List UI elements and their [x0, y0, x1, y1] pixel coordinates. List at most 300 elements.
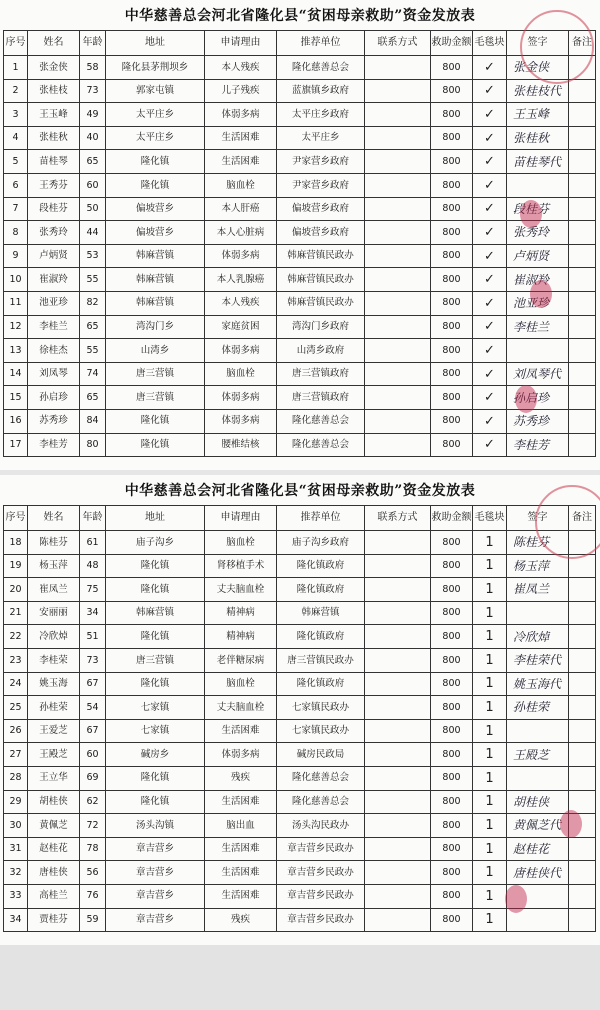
- cell-no: 8: [4, 221, 28, 245]
- cell-name: 孙桂荣: [28, 696, 80, 720]
- cell-remark: [569, 696, 596, 720]
- cell-no: 26: [4, 719, 28, 743]
- cell-no: 18: [4, 531, 28, 555]
- cell-blanket: ✓: [473, 221, 507, 245]
- cell-address: 碱房乡: [106, 743, 205, 767]
- cell-address: 隆化镇: [106, 625, 205, 649]
- cell-signature: 杨玉萍: [507, 554, 569, 578]
- cell-contact: [365, 648, 431, 672]
- cell-signature: 李桂芳: [507, 433, 569, 457]
- table-row: [4, 814, 596, 838]
- cell-amount: 800: [431, 56, 473, 80]
- cell-name: 唐桂侠: [28, 861, 80, 885]
- cell-blanket: ✓: [473, 409, 507, 433]
- page-title: 中华慈善总会河北省隆化县“贫困母亲救助”资金发放表: [124, 483, 476, 499]
- cell-amount: 800: [431, 197, 473, 221]
- cell-reason: 体弱多病: [205, 244, 277, 268]
- cell-amount: 800: [431, 554, 473, 578]
- cell-signature: 张金侠: [507, 56, 569, 80]
- cell-address: 隆化镇: [106, 790, 205, 814]
- table-row: [4, 197, 596, 221]
- cell-unit: 庙子沟乡政府: [277, 531, 365, 555]
- cell-no: 32: [4, 861, 28, 885]
- cell-amount: 800: [431, 126, 473, 150]
- cell-contact: [365, 790, 431, 814]
- table-row: [4, 578, 596, 602]
- cell-age: 62: [80, 790, 106, 814]
- aid-table-2: [3, 505, 596, 932]
- cell-amount: 800: [431, 173, 473, 197]
- cell-unit: 韩麻营镇民政办: [277, 291, 365, 315]
- cell-unit: 碱房民政局: [277, 743, 365, 767]
- cell-name: 赵桂花: [28, 837, 80, 861]
- cell-signature: 唐桂侠代: [507, 861, 569, 885]
- cell-name: 池亚珍: [28, 291, 80, 315]
- table-row: [4, 79, 596, 103]
- cell-blanket: ✓: [473, 291, 507, 315]
- table-row: [4, 696, 596, 720]
- cell-remark: [569, 126, 596, 150]
- cell-amount: 800: [431, 743, 473, 767]
- cell-no: 12: [4, 315, 28, 339]
- cell-reason: 脑出血: [205, 814, 277, 838]
- cell-remark: [569, 837, 596, 861]
- cell-age: 65: [80, 386, 106, 410]
- cell-reason: 生活困难: [205, 150, 277, 174]
- cell-address: 隆化镇: [106, 173, 205, 197]
- header-signature: 签字: [507, 506, 569, 531]
- cell-blanket: ✓: [473, 315, 507, 339]
- cell-amount: 800: [431, 814, 473, 838]
- cell-amount: 800: [431, 386, 473, 410]
- cell-signature: 黄佩芝代: [507, 814, 569, 838]
- cell-name: 李桂兰: [28, 315, 80, 339]
- cell-age: 60: [80, 743, 106, 767]
- cell-contact: [365, 884, 431, 908]
- fingerprint: [530, 280, 552, 308]
- page-title: 中华慈善总会河北省隆化县“贫困母亲救助”资金发放表: [124, 8, 476, 24]
- cell-signature: [507, 766, 569, 790]
- cell-amount: 800: [431, 884, 473, 908]
- cell-signature: 张桂秋: [507, 126, 569, 150]
- cell-contact: [365, 766, 431, 790]
- cell-remark: [569, 173, 596, 197]
- cell-blanket: 1: [473, 625, 507, 649]
- cell-contact: [365, 56, 431, 80]
- cell-contact: [365, 409, 431, 433]
- cell-address: 韩麻营镇: [106, 291, 205, 315]
- cell-age: 55: [80, 339, 106, 363]
- cell-no: 23: [4, 648, 28, 672]
- cell-reason: 精神病: [205, 601, 277, 625]
- cell-age: 73: [80, 79, 106, 103]
- table-row: [4, 531, 596, 555]
- cell-age: 55: [80, 268, 106, 292]
- cell-remark: [569, 221, 596, 245]
- cell-unit: 隆化慈善总会: [277, 433, 365, 457]
- cell-unit: 蓝旗镇乡政府: [277, 79, 365, 103]
- cell-name: 王立华: [28, 766, 80, 790]
- cell-contact: [365, 554, 431, 578]
- cell-amount: 800: [431, 861, 473, 885]
- cell-reason: 肾移植手术: [205, 554, 277, 578]
- cell-name: 胡桂侠: [28, 790, 80, 814]
- cell-no: 6: [4, 173, 28, 197]
- cell-remark: [569, 861, 596, 885]
- cell-amount: 800: [431, 268, 473, 292]
- cell-signature: 孙桂荣: [507, 696, 569, 720]
- header-unit: 推荐单位: [277, 506, 365, 531]
- cell-signature: 李桂兰: [507, 315, 569, 339]
- cell-name: 冷欣焯: [28, 625, 80, 649]
- header-contact: 联系方式: [365, 31, 431, 56]
- cell-address: 七家镇: [106, 696, 205, 720]
- cell-no: 17: [4, 433, 28, 457]
- table-row: [4, 908, 596, 932]
- cell-amount: 800: [431, 672, 473, 696]
- cell-no: 29: [4, 790, 28, 814]
- cell-amount: 800: [431, 150, 473, 174]
- cell-no: 14: [4, 362, 28, 386]
- cell-address: 隆化县茅荆坝乡: [106, 56, 205, 80]
- header-no: 序号: [4, 31, 28, 56]
- cell-reason: 本人残疾: [205, 56, 277, 80]
- cell-reason: 残疾: [205, 908, 277, 932]
- cell-address: 汤头沟镇: [106, 814, 205, 838]
- cell-age: 65: [80, 150, 106, 174]
- fingerprint: [520, 200, 542, 228]
- cell-blanket: 1: [473, 884, 507, 908]
- cell-name: 张桂秋: [28, 126, 80, 150]
- header-amount: 救助金额: [431, 31, 473, 56]
- cell-reason: 生活困难: [205, 126, 277, 150]
- cell-unit: 章吉营乡民政办: [277, 837, 365, 861]
- cell-signature: 赵桂花: [507, 837, 569, 861]
- fingerprint: [560, 810, 582, 838]
- cell-signature: 冷欣焯: [507, 625, 569, 649]
- cell-unit: 汤头沟民政办: [277, 814, 365, 838]
- cell-age: 76: [80, 884, 106, 908]
- cell-age: 50: [80, 197, 106, 221]
- cell-unit: 湾沟门乡政府: [277, 315, 365, 339]
- cell-name: 刘凤琴: [28, 362, 80, 386]
- cell-blanket: 1: [473, 601, 507, 625]
- cell-amount: 800: [431, 648, 473, 672]
- cell-address: 湾沟门乡: [106, 315, 205, 339]
- cell-reason: 腰椎结核: [205, 433, 277, 457]
- cell-no: 13: [4, 339, 28, 363]
- table-row: [4, 103, 596, 127]
- cell-blanket: ✓: [473, 386, 507, 410]
- cell-amount: 800: [431, 625, 473, 649]
- cell-unit: 隆化慈善总会: [277, 790, 365, 814]
- table-row: [4, 648, 596, 672]
- cell-reason: 脑血栓: [205, 173, 277, 197]
- cell-reason: 生活困难: [205, 719, 277, 743]
- table-row: [4, 790, 596, 814]
- cell-unit: 章吉营乡民政办: [277, 908, 365, 932]
- cell-name: 段桂芬: [28, 197, 80, 221]
- cell-blanket: 1: [473, 648, 507, 672]
- table-row: [4, 861, 596, 885]
- cell-unit: 唐三营镇政府: [277, 362, 365, 386]
- cell-age: 67: [80, 672, 106, 696]
- cell-signature: 苏秀珍: [507, 409, 569, 433]
- cell-remark: [569, 672, 596, 696]
- cell-unit: 章吉营乡民政办: [277, 861, 365, 885]
- cell-reason: 生活困难: [205, 837, 277, 861]
- cell-name: 王殿芝: [28, 743, 80, 767]
- cell-signature: 胡桂侠: [507, 790, 569, 814]
- header-blanket: 毛毯块: [473, 506, 507, 531]
- table-row: [4, 672, 596, 696]
- table-row: [4, 766, 596, 790]
- cell-no: 30: [4, 814, 28, 838]
- cell-contact: [365, 362, 431, 386]
- cell-address: 郭家屯镇: [106, 79, 205, 103]
- cell-reason: 丈夫脑血栓: [205, 696, 277, 720]
- cell-name: 张秀玲: [28, 221, 80, 245]
- table-row: [4, 433, 596, 457]
- header-age: 年龄: [80, 31, 106, 56]
- cell-contact: [365, 861, 431, 885]
- cell-signature: 王殿芝: [507, 743, 569, 767]
- cell-address: 山湾乡: [106, 339, 205, 363]
- cell-address: 章吉营乡: [106, 837, 205, 861]
- cell-reason: 生活困难: [205, 861, 277, 885]
- cell-address: 隆化镇: [106, 766, 205, 790]
- seal-stamp: [520, 10, 594, 84]
- table-row: [4, 56, 596, 80]
- cell-age: 44: [80, 221, 106, 245]
- cell-amount: 800: [431, 79, 473, 103]
- cell-age: 61: [80, 531, 106, 555]
- cell-unit: 章吉营乡民政办: [277, 884, 365, 908]
- cell-age: 80: [80, 433, 106, 457]
- cell-no: 33: [4, 884, 28, 908]
- cell-unit: 唐三营镇民政办: [277, 648, 365, 672]
- cell-amount: 800: [431, 315, 473, 339]
- cell-blanket: 1: [473, 696, 507, 720]
- cell-age: 67: [80, 719, 106, 743]
- cell-contact: [365, 578, 431, 602]
- cell-address: 韩麻营镇: [106, 601, 205, 625]
- cell-unit: 隆化镇政府: [277, 625, 365, 649]
- cell-remark: [569, 648, 596, 672]
- cell-reason: 儿子残疾: [205, 79, 277, 103]
- cell-unit: 偏坡营乡政府: [277, 221, 365, 245]
- header-contact: 联系方式: [365, 506, 431, 531]
- cell-contact: [365, 244, 431, 268]
- cell-name: 李桂荣: [28, 648, 80, 672]
- cell-remark: [569, 766, 596, 790]
- header-signature: 签字: [507, 31, 569, 56]
- cell-age: 74: [80, 362, 106, 386]
- cell-name: 崔凤兰: [28, 578, 80, 602]
- cell-address: 章吉营乡: [106, 861, 205, 885]
- table-row: [4, 268, 596, 292]
- cell-contact: [365, 908, 431, 932]
- cell-signature: 崔凤兰: [507, 578, 569, 602]
- cell-signature: 王玉峰: [507, 103, 569, 127]
- cell-address: 太平庄乡: [106, 103, 205, 127]
- cell-unit: 隆化镇政府: [277, 672, 365, 696]
- cell-reason: 体弱多病: [205, 743, 277, 767]
- cell-contact: [365, 315, 431, 339]
- table-header-row: [4, 506, 596, 531]
- cell-signature: [507, 173, 569, 197]
- cell-address: 章吉营乡: [106, 908, 205, 932]
- cell-unit: 偏坡营乡政府: [277, 197, 365, 221]
- table-row: [4, 173, 596, 197]
- table-body-1: [4, 56, 596, 457]
- cell-unit: 尹家营乡政府: [277, 173, 365, 197]
- cell-contact: [365, 173, 431, 197]
- cell-blanket: ✓: [473, 433, 507, 457]
- cell-remark: [569, 362, 596, 386]
- cell-remark: [569, 409, 596, 433]
- cell-no: 24: [4, 672, 28, 696]
- cell-reason: 体弱多病: [205, 409, 277, 433]
- header-no: 序号: [4, 506, 28, 531]
- cell-blanket: 1: [473, 578, 507, 602]
- cell-address: 唐三营镇: [106, 386, 205, 410]
- cell-blanket: 1: [473, 790, 507, 814]
- cell-unit: 唐三营镇政府: [277, 386, 365, 410]
- cell-name: 苏秀珍: [28, 409, 80, 433]
- cell-contact: [365, 386, 431, 410]
- cell-contact: [365, 79, 431, 103]
- cell-name: 贾桂芬: [28, 908, 80, 932]
- cell-age: 34: [80, 601, 106, 625]
- cell-amount: 800: [431, 790, 473, 814]
- cell-address: 韩麻营镇: [106, 244, 205, 268]
- cell-amount: 800: [431, 244, 473, 268]
- cell-blanket: 1: [473, 837, 507, 861]
- cell-contact: [365, 672, 431, 696]
- cell-signature: 姚玉海代: [507, 672, 569, 696]
- cell-age: 60: [80, 173, 106, 197]
- header-name: 姓名: [28, 31, 80, 56]
- cell-amount: 800: [431, 766, 473, 790]
- cell-no: 34: [4, 908, 28, 932]
- cell-reason: 家庭贫困: [205, 315, 277, 339]
- cell-unit: 山湾乡政府: [277, 339, 365, 363]
- table-header-row: [4, 31, 596, 56]
- cell-address: 隆化镇: [106, 409, 205, 433]
- cell-amount: 800: [431, 719, 473, 743]
- header-age: 年龄: [80, 506, 106, 531]
- cell-blanket: ✓: [473, 339, 507, 363]
- cell-remark: [569, 268, 596, 292]
- cell-age: 56: [80, 861, 106, 885]
- sheet-page-1: [0, 0, 600, 470]
- cell-age: 75: [80, 578, 106, 602]
- cell-unit: 韩麻营镇民政办: [277, 244, 365, 268]
- cell-contact: [365, 150, 431, 174]
- cell-blanket: 1: [473, 672, 507, 696]
- cell-no: 15: [4, 386, 28, 410]
- cell-amount: 800: [431, 291, 473, 315]
- cell-remark: [569, 743, 596, 767]
- cell-name: 姚玉海: [28, 672, 80, 696]
- cell-remark: [569, 150, 596, 174]
- cell-signature: 段桂芬: [507, 197, 569, 221]
- table-row: [4, 601, 596, 625]
- cell-remark: [569, 315, 596, 339]
- cell-signature: 卢炳贤: [507, 244, 569, 268]
- cell-signature: 陈桂芬: [507, 531, 569, 555]
- cell-reason: 生活困难: [205, 790, 277, 814]
- cell-reason: 脑血栓: [205, 672, 277, 696]
- table-row: [4, 719, 596, 743]
- header-reason: 申请理由: [205, 31, 277, 56]
- cell-signature: 崔淑羚: [507, 268, 569, 292]
- cell-reason: 脑血栓: [205, 531, 277, 555]
- cell-no: 16: [4, 409, 28, 433]
- cell-remark: [569, 244, 596, 268]
- table-row: [4, 386, 596, 410]
- cell-no: 1: [4, 56, 28, 80]
- cell-age: 51: [80, 625, 106, 649]
- cell-remark: [569, 719, 596, 743]
- cell-name: 高桂兰: [28, 884, 80, 908]
- cell-reason: 生活困难: [205, 884, 277, 908]
- cell-name: 崔淑羚: [28, 268, 80, 292]
- table-row: [4, 291, 596, 315]
- page-background: [0, 945, 600, 1010]
- cell-remark: [569, 339, 596, 363]
- header-blanket: 毛毯块: [473, 31, 507, 56]
- cell-name: 徐桂杰: [28, 339, 80, 363]
- cell-unit: 韩麻营镇民政办: [277, 268, 365, 292]
- cell-contact: [365, 743, 431, 767]
- cell-no: 22: [4, 625, 28, 649]
- table-row: [4, 221, 596, 245]
- cell-address: 庙子沟乡: [106, 531, 205, 555]
- cell-contact: [365, 339, 431, 363]
- cell-no: 9: [4, 244, 28, 268]
- aid-table-1: [3, 30, 596, 457]
- table-row: [4, 150, 596, 174]
- cell-contact: [365, 433, 431, 457]
- cell-no: 28: [4, 766, 28, 790]
- cell-contact: [365, 103, 431, 127]
- cell-reason: 本人肝癌: [205, 197, 277, 221]
- cell-name: 陈桂芬: [28, 531, 80, 555]
- cell-amount: 800: [431, 103, 473, 127]
- cell-name: 黄佩芝: [28, 814, 80, 838]
- cell-blanket: 1: [473, 861, 507, 885]
- cell-no: 25: [4, 696, 28, 720]
- cell-unit: 隆化慈善总会: [277, 766, 365, 790]
- cell-no: 21: [4, 601, 28, 625]
- cell-blanket: ✓: [473, 103, 507, 127]
- cell-reason: 体弱多病: [205, 339, 277, 363]
- cell-signature: [507, 601, 569, 625]
- table-row: [4, 743, 596, 767]
- table-body-2: [4, 531, 596, 932]
- cell-amount: 800: [431, 531, 473, 555]
- cell-age: 59: [80, 908, 106, 932]
- cell-remark: [569, 291, 596, 315]
- cell-age: 72: [80, 814, 106, 838]
- cell-age: 73: [80, 648, 106, 672]
- cell-amount: 800: [431, 409, 473, 433]
- cell-unit: 太平庄乡: [277, 126, 365, 150]
- cell-signature: 刘凤琴代: [507, 362, 569, 386]
- cell-reason: 丈夫脑血栓: [205, 578, 277, 602]
